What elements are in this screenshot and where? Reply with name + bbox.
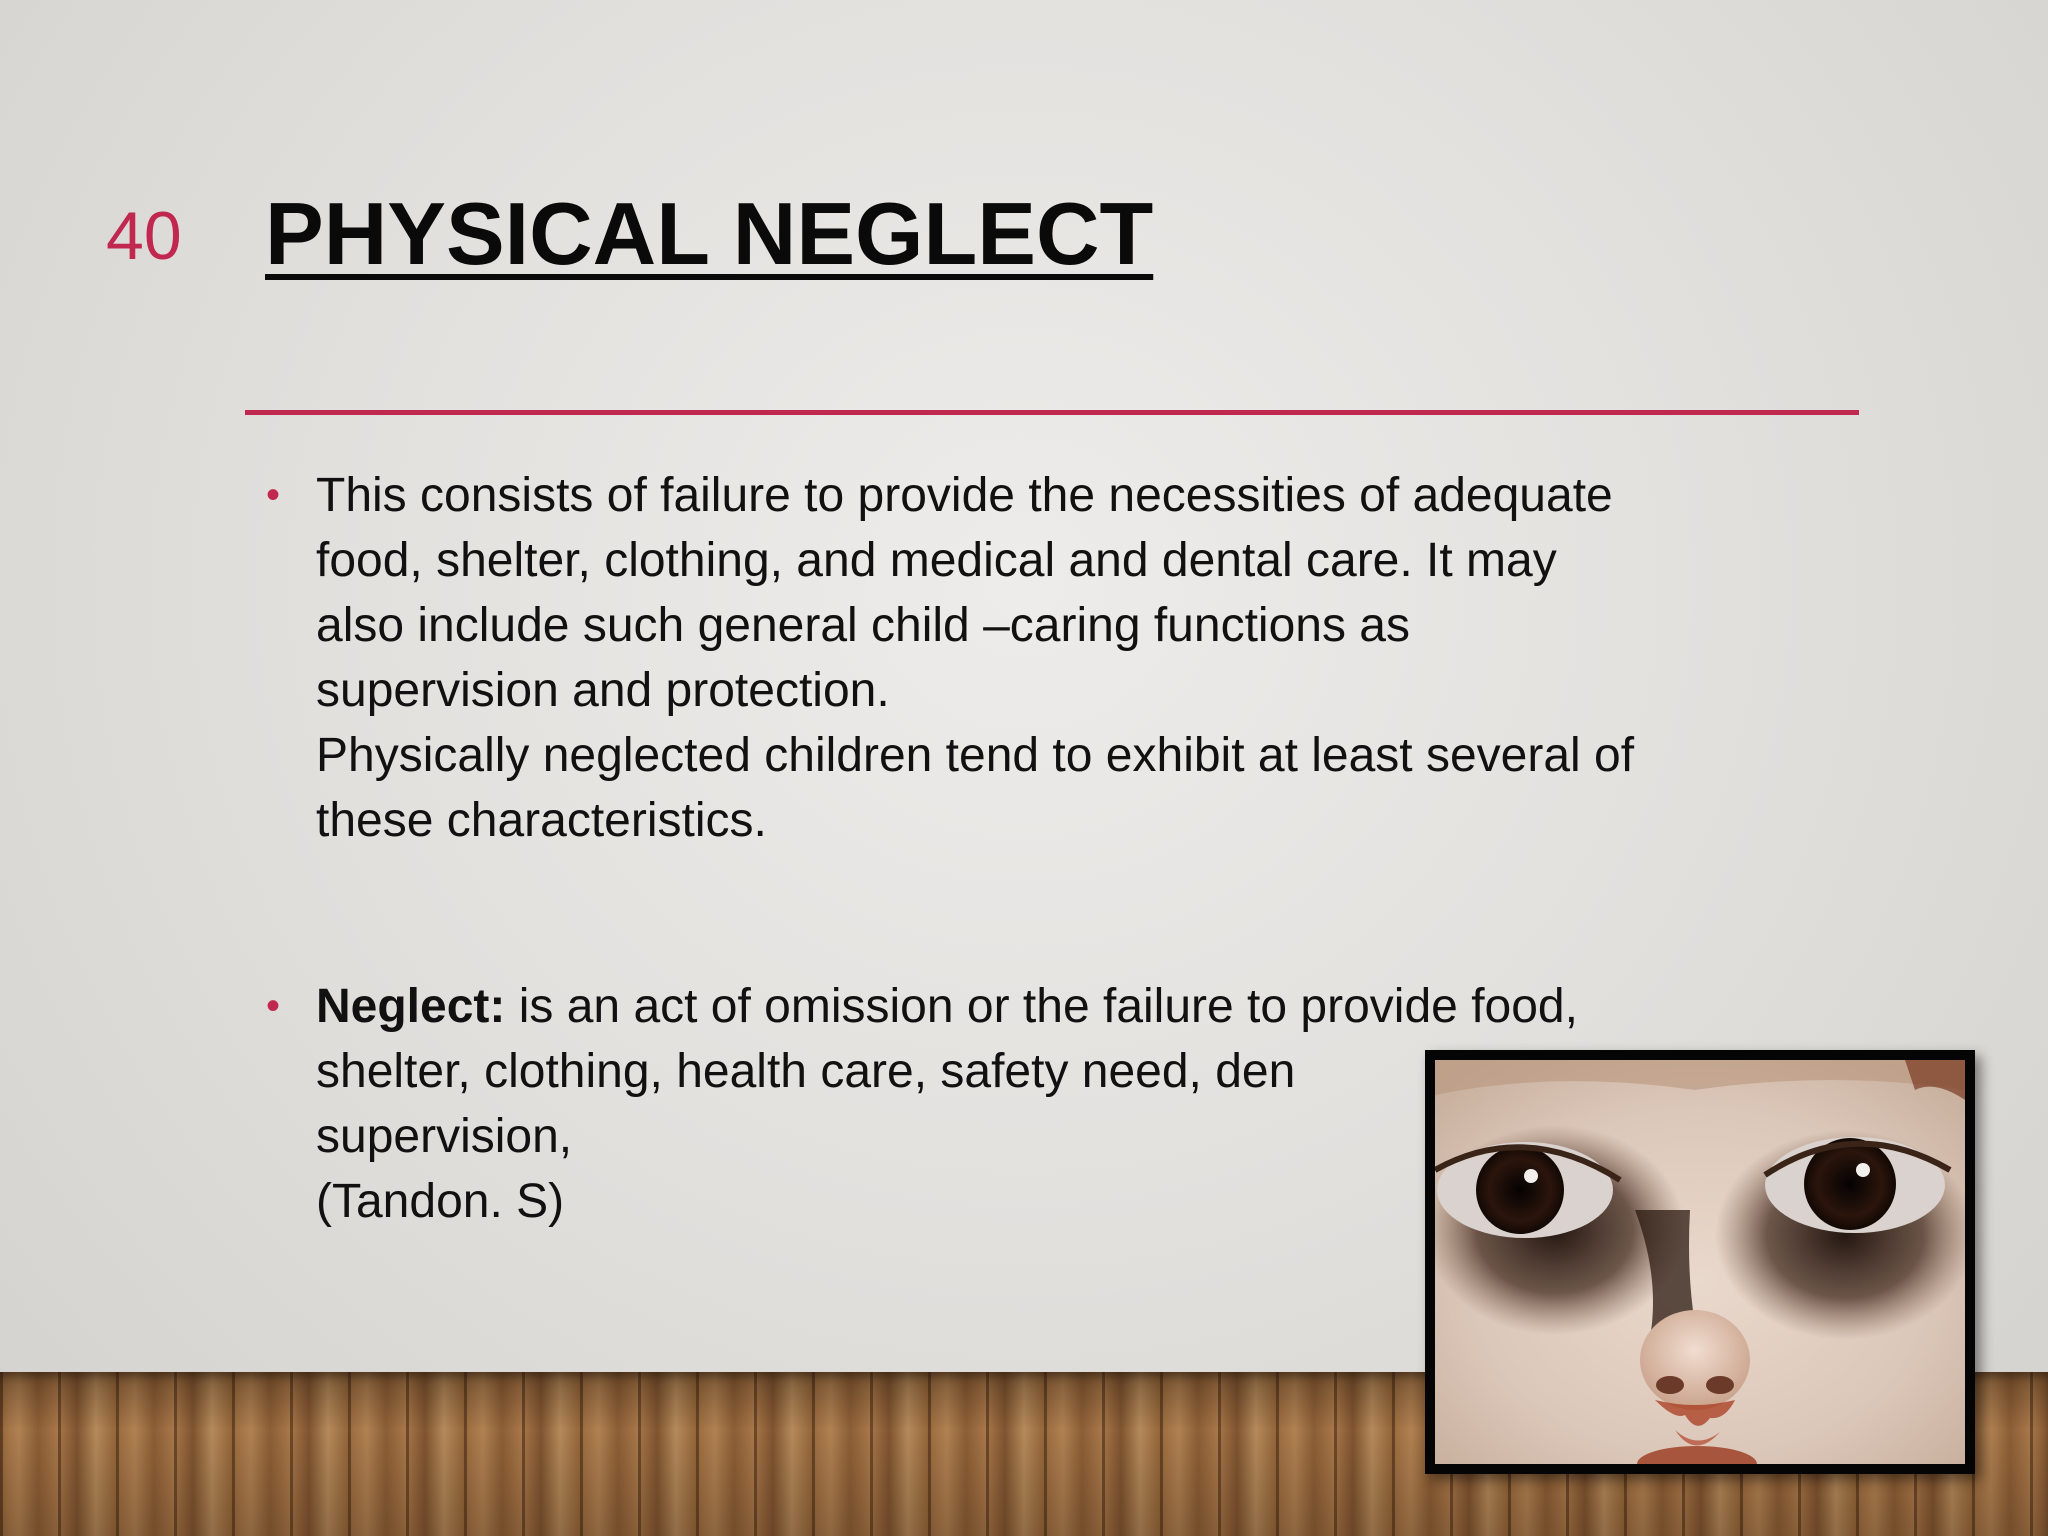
child-face-photo-frame	[1425, 1050, 1975, 1474]
bullet-dot-icon: •	[266, 473, 281, 517]
slide-title: PHYSICAL NEGLECT	[265, 184, 1154, 283]
bullet-text-line: supervision,	[316, 1110, 573, 1163]
bullet-text-line: supervision and protection.	[316, 664, 890, 717]
citation: (Tandon. S)	[316, 1175, 565, 1228]
neglect-term: Neglect:	[316, 980, 506, 1033]
bullet-physical-neglect-definition	[266, 463, 1836, 853]
bullet-text-line: Physically neglected children tend to exhibit at least several of	[316, 729, 1635, 782]
title-divider	[245, 410, 1859, 415]
bullet-dot-icon: •	[266, 984, 281, 1028]
slide-number: 40	[106, 198, 182, 274]
bullet-text-line	[316, 974, 1836, 1039]
bullet-text-line: also include such general child –caring functions as	[316, 599, 1410, 652]
bullet-text-line: shelter, clothing, health care, safety need, den	[316, 1045, 1296, 1098]
bullet-text-line: food, shelter, clothing, and medical and dental care. It may	[316, 534, 1557, 587]
neglect-definition-text: is an act of omission or the failure to provide food,	[505, 980, 1578, 1033]
bullet-text-line: these characteristics.	[316, 794, 767, 847]
child-face-photo	[1435, 1060, 1965, 1464]
bullet-text-line: This consists of failure to provide the necessities of adequate	[316, 469, 1613, 522]
